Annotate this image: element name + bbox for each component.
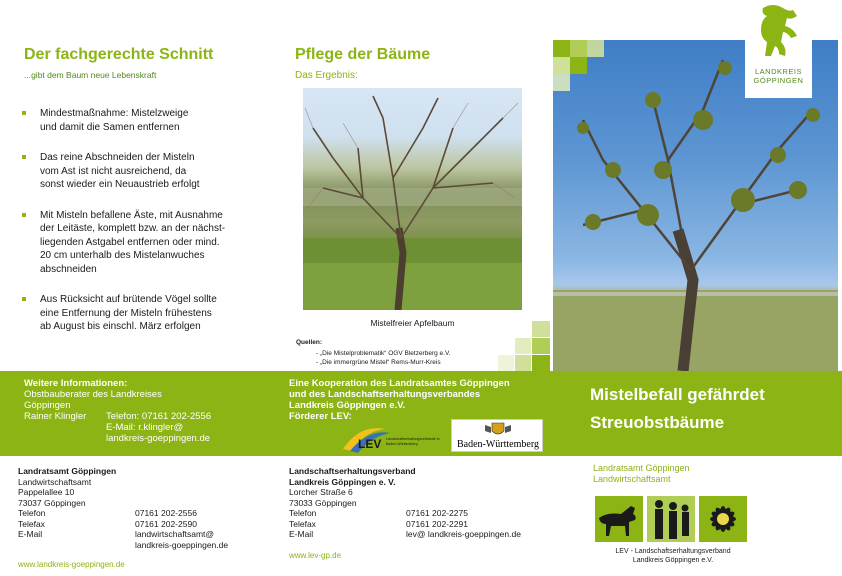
logo-tile-flower (699, 496, 747, 542)
footer-org-block (593, 463, 690, 485)
sources-label: Quellen: (296, 339, 323, 346)
bw-logo (451, 419, 543, 452)
info-title: Weitere Informationen: (24, 378, 128, 389)
coop-line: Eine Kooperation des Landratsamtes Göppingen (289, 378, 510, 389)
source-item: - „Die immergrüne Mistel“ Rems-Murr-Kreis (316, 359, 441, 366)
decor-square (498, 355, 514, 371)
addr-label: Telefon (18, 508, 46, 518)
bullet-item: Das reine Abschneiden der Misteln vom Ast ist nicht ausreichend, da sonst wieder ein Neuaustrieb erfolgt (22, 151, 282, 192)
lev-bw-logo (340, 419, 445, 456)
logo-tile-goat (595, 496, 643, 542)
decor-square (532, 321, 550, 337)
coat-of-arms-icon (482, 421, 514, 438)
photo-caption: Mistelfreier Apfelbaum (370, 318, 455, 328)
decor-square (553, 74, 570, 91)
addr-dept: Landwirtschaftsamt (18, 476, 92, 487)
addr-label: E-Mail (289, 529, 314, 539)
flower-icon (699, 496, 747, 542)
headline-line2: Streuobstbäume (590, 413, 725, 432)
lev-gp-logo-text (593, 547, 753, 565)
addr-phone: 07161 202-2556 (135, 508, 197, 518)
addr-city: 73037 Göppingen (18, 497, 86, 508)
logo-line2: GÖPPINGEN (753, 76, 804, 85)
footer-dept: Landwirtschaftsamt (593, 474, 671, 484)
website-link-lev[interactable]: www.lev-gp.de (289, 551, 342, 560)
landkreis-logo (745, 0, 812, 98)
logo-tile-people (647, 496, 695, 542)
addr-street: Pappelallee 10 (18, 487, 75, 497)
addr-fax: 07161 202-2590 (135, 518, 197, 529)
source-item: - „Die Mistelproblematik“ OGV Bletzerberg e.V. (316, 350, 451, 357)
addr-label: Telefax (289, 518, 316, 529)
section-subtitle-schnitt: ...gibt dem Baum neue Lebenskraft (24, 70, 157, 80)
address-block-landratsamt (18, 466, 116, 508)
photo-mistelfreier-apfelbaum (303, 88, 522, 310)
section-title-pflege: Pflege der Bäume (295, 46, 431, 63)
addr-contact-labels (18, 508, 45, 540)
lev-logo-small: Landschaftserhaltungsverbände in Baden-Württemberg (386, 437, 440, 446)
addr-org2: Landkreis Göppingen e. V. (289, 476, 396, 487)
addr-org: Landratsamt Göppingen (18, 466, 117, 476)
coop-line: und des Landschaftserhaltungsverbandes (289, 389, 481, 400)
addr-street: Lorcher Straße 6 (289, 487, 353, 497)
sources-list (316, 349, 451, 367)
addr-contact-values (406, 508, 521, 540)
coop-line: Landkreis Göppingen e.V. (289, 400, 406, 411)
lev-gp-line2: Landkreis Göppingen e.V. (632, 557, 714, 564)
addr-city: 73033 Göppingen (289, 497, 357, 508)
address-block-lev (289, 466, 416, 508)
people-icon (647, 496, 695, 542)
lev-logo-text: LEV (358, 437, 382, 451)
website-link-landkreis[interactable]: www.landkreis-goeppingen.de (18, 560, 125, 569)
decor-square (570, 57, 587, 74)
addr-label: Telefax (18, 518, 45, 529)
decor-square (553, 57, 570, 74)
bullet-item: Mindestmaßnahme: Mistelzweige und damit die Samen entfernen (22, 107, 282, 134)
info-line: Obstbauberater des Landkreises (24, 389, 162, 400)
info-line: Göppingen (24, 400, 71, 411)
lev-gp-line1: LEV - Landschaftserhaltungsverband (615, 548, 731, 555)
lev-gp-logo (593, 486, 753, 570)
contact-email-domain[interactable]: landkreis-goeppingen.de (106, 433, 211, 444)
addr-email-domain[interactable]: landkreis-goeppingen.de (135, 539, 229, 550)
decor-square (532, 355, 550, 371)
addr-fax: 07161 202-2291 (406, 518, 468, 529)
decor-square (532, 338, 550, 354)
addr-contact-values (135, 508, 228, 550)
headline-line1: Mistelbefall gefährdet (590, 385, 765, 404)
bw-logo-text: Baden-Württemberg (456, 439, 539, 450)
addr-email[interactable]: landwirtschaftsamt@ (135, 529, 215, 539)
contact-name: Rainer Klingler (24, 411, 87, 422)
contact-email[interactable]: E-Mail: r.klingler@ (106, 422, 184, 433)
contact-phone: Telefon: 07161 202-2556 (106, 411, 212, 422)
section-subtitle-ergebnis: Das Ergebnis: (295, 70, 358, 81)
goat-icon (595, 496, 643, 542)
addr-contact-labels (289, 508, 316, 540)
coop-line: Förderer LEV: (289, 411, 352, 422)
addr-email[interactable]: lev@ landkreis-goeppingen.de (406, 529, 521, 539)
decor-square (553, 40, 570, 57)
addr-org: Landschaftserhaltungsverband (289, 466, 416, 476)
bullet-item: Aus Rücksicht auf brütende Vögel sollte eine Entfernung der Misteln frühestens ab August bis einschl. März erfolgen (22, 293, 282, 334)
addr-phone: 07161 202-2275 (406, 508, 468, 518)
decor-square (587, 40, 604, 57)
decor-square (515, 355, 531, 371)
bullet-item: Mit Misteln befallene Äste, mit Ausnahme der Leitäste, komplett bzw. an der nächst- liegenden Astgabel entfernen oder mind. 20 cm unterhalb des Mistelanwuches abschneiden (22, 209, 282, 277)
logo-line1: LANDKREIS (754, 67, 802, 76)
addr-label: Telefon (289, 508, 317, 518)
decor-square (570, 40, 587, 57)
bullet-list (22, 107, 282, 334)
apple-tree-illustration (303, 88, 522, 310)
section-title-schnitt: Der fachgerechte Schnitt (24, 46, 214, 63)
footer-org: Landratsamt Göppingen (593, 463, 690, 473)
lion-icon (745, 0, 812, 62)
addr-label: E-Mail (18, 529, 43, 539)
decor-square (515, 338, 531, 354)
